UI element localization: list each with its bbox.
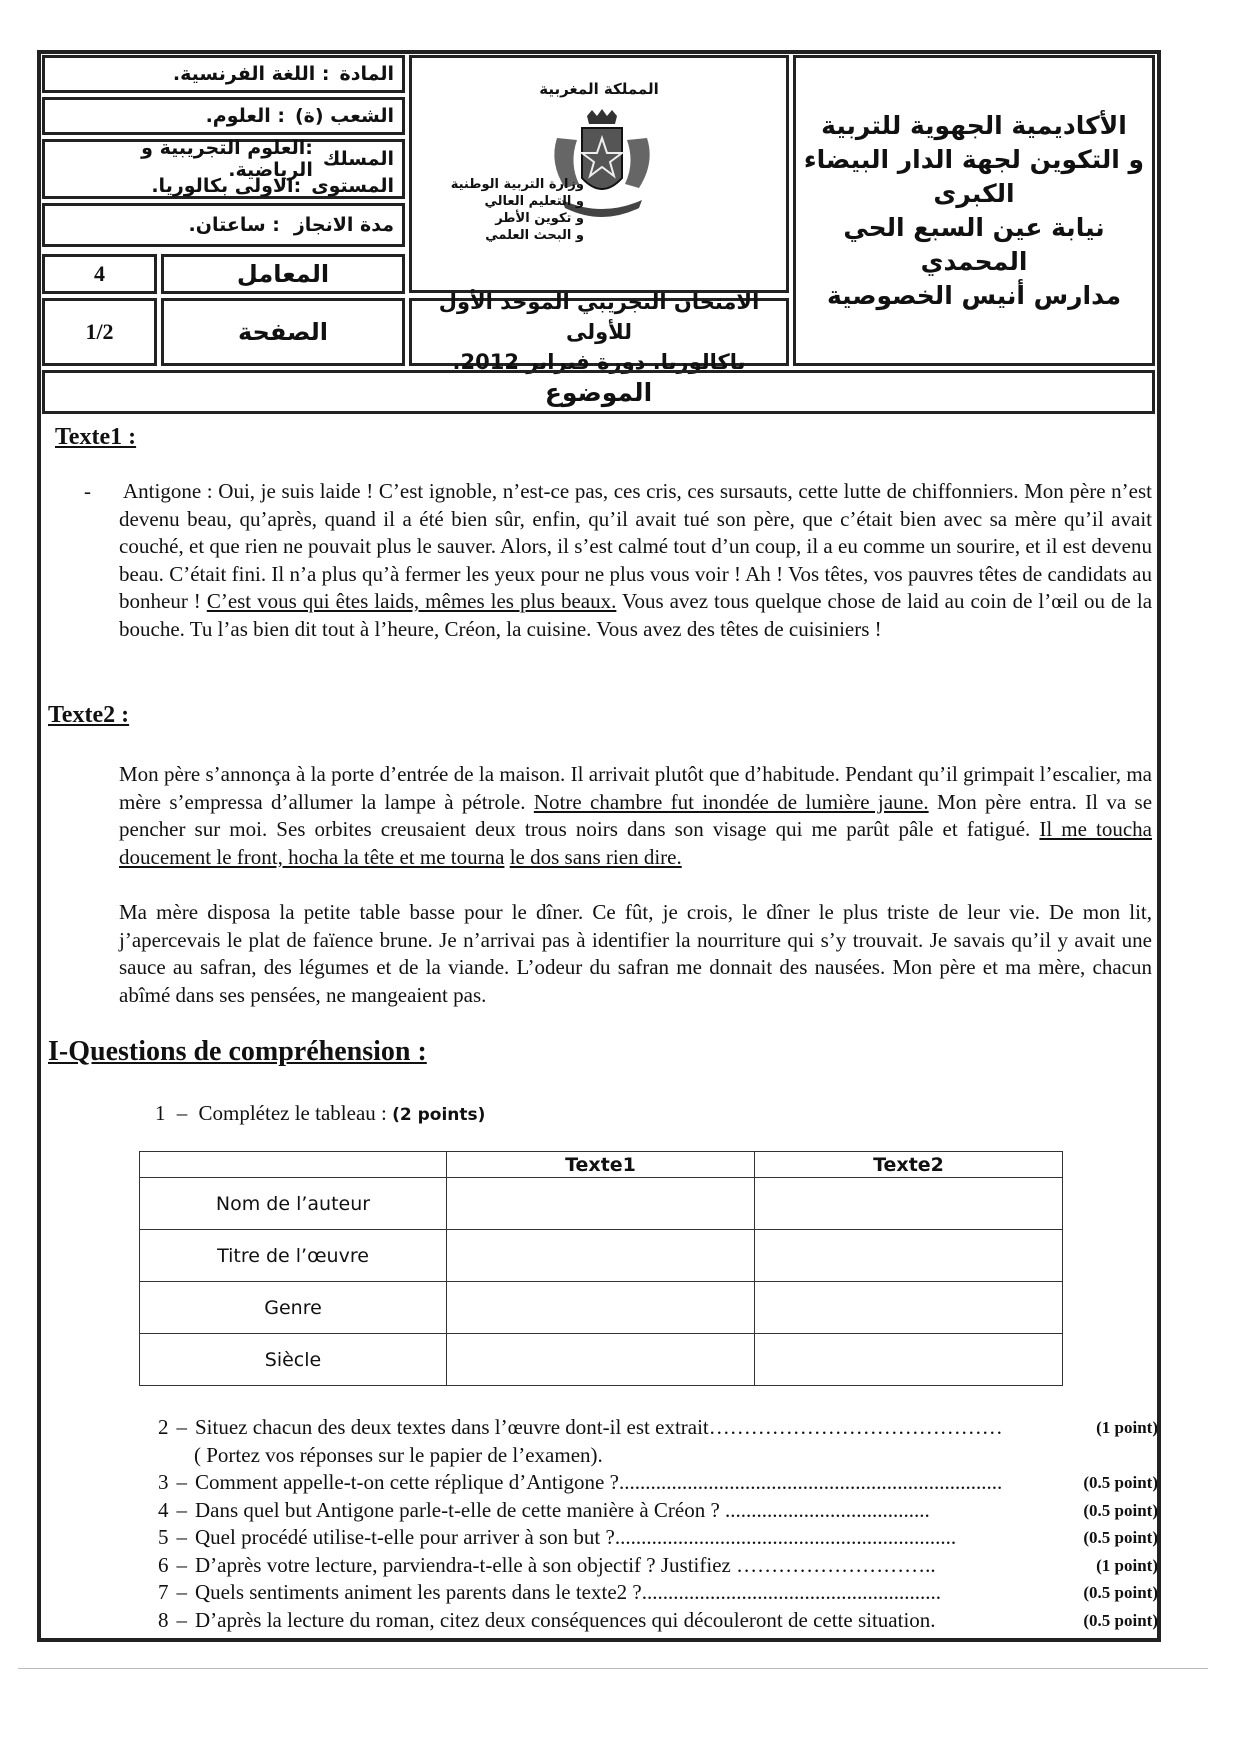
table-cell-texte1[interactable] bbox=[447, 1230, 755, 1282]
texte2-underlined: Notre chambre fut inondée de lumière jaune. bbox=[533, 789, 929, 814]
question-3: 3 – Comment appelle-t-on cette réplique d’Antigone ?......................................................................... (0.5 point) bbox=[158, 1469, 1158, 1497]
table-row bbox=[140, 1334, 1063, 1386]
ministry-line: وزارة التربية الوطنية bbox=[450, 177, 584, 192]
texte1-paragraph bbox=[119, 478, 1152, 643]
texte2-text: Mon père entra. Il va se pencher sur moi. Ses orbites creusaient deux trous noirs dans son visage qui me parût pâle et fatigué. bbox=[119, 789, 1153, 841]
table-cell-texte2[interactable] bbox=[755, 1178, 1063, 1230]
question-points: (0.5 point) bbox=[1083, 1528, 1158, 1547]
emblem-box bbox=[409, 55, 789, 293]
exam-title-line: باكالوريا. دورة فبراير 2012. bbox=[452, 350, 746, 374]
question-text: Complétez le tableau : bbox=[198, 1101, 387, 1125]
table-cell-texte2[interactable] bbox=[755, 1230, 1063, 1282]
table-header-row bbox=[140, 1152, 1063, 1178]
academy-box bbox=[793, 55, 1155, 366]
field-label: المادة bbox=[339, 63, 394, 85]
table-cell-texte2[interactable] bbox=[755, 1334, 1063, 1386]
academy-line: مدارس أنيس الخصوصية bbox=[826, 280, 1122, 310]
table-cell-texte2[interactable] bbox=[755, 1282, 1063, 1334]
ministry-line: و التعليم العالي bbox=[484, 194, 584, 209]
table-header-empty bbox=[140, 1152, 447, 1178]
field-track bbox=[45, 136, 402, 181]
table-cell-texte1[interactable] bbox=[447, 1178, 755, 1230]
question-points: (0.5 point) bbox=[1083, 1610, 1158, 1630]
question-number: 2 bbox=[158, 1415, 169, 1439]
ministry-line: و البحث العلمي bbox=[485, 228, 584, 243]
field-value: : العلوم. bbox=[205, 105, 285, 127]
kingdom-label: المملكة المغربية bbox=[539, 80, 659, 98]
question-number: 3 bbox=[158, 1470, 169, 1494]
question-text: Comment appelle-t-on cette réplique d’Antigone ?......................................................................... bbox=[195, 1470, 1003, 1494]
coef-value: 4 bbox=[42, 254, 157, 294]
question-2: 2 – Situez chacun des deux textes dans l’œuvre dont-il est extrait…………………………………… (1 point) bbox=[158, 1414, 1158, 1442]
field-value: :الاولى بكالوريا. bbox=[151, 175, 302, 197]
academy-line: الأكاديمية الجهوية للتربية bbox=[821, 110, 1127, 140]
texte1-underlined: C’est vous qui êtes laids, mêmes les plus beaux. bbox=[206, 589, 617, 613]
question-4: 4 – Dans quel but Antigone parle-t-elle de cette manière à Créon ? ....................................... (0.5 point) bbox=[158, 1497, 1158, 1525]
field-label: المسلك bbox=[322, 147, 394, 170]
field-subject bbox=[42, 55, 405, 93]
question-text: Quel procédé utilise-t-elle pour arriver à son but ?................................................................. bbox=[195, 1525, 957, 1549]
question-points: (0.5 point) bbox=[1083, 1500, 1158, 1520]
academy-line: نيابة عين السبع الحي المحمدي bbox=[843, 212, 1105, 276]
field-label: المستوى bbox=[311, 175, 394, 197]
question-number: 7 bbox=[158, 1580, 169, 1604]
coef-label: المعامل bbox=[161, 254, 405, 294]
texte2-paragraph-1 bbox=[119, 761, 1152, 871]
question-text: Situez chacun des deux textes dans l’œuvre dont-il est extrait…………………………………… bbox=[195, 1415, 1003, 1439]
answer-table bbox=[139, 1151, 1063, 1386]
table-cell-texte1[interactable] bbox=[447, 1334, 755, 1386]
question-text: Dans quel but Antigone parle-t-elle de cette manière à Créon ? ....................................... bbox=[195, 1497, 930, 1522]
question-points: (1 point) bbox=[1096, 1555, 1158, 1575]
question-8: 8 – D’après la lecture du roman, citez deux conséquences qui découleront de cette situation. (0.5 point) bbox=[158, 1607, 1158, 1635]
table-row bbox=[140, 1178, 1063, 1230]
texte2-title: Texte2 : bbox=[48, 702, 130, 728]
question-text: D’après votre lecture, parviendra-t-elle à son objectif ? Justifiez ……………………….. bbox=[195, 1552, 936, 1577]
texte1-text-end: Vous avez tous quelque chose de laid au coin de l’œil ou de la bouche. Tu l’as bien dit tout à l’heure, Créon, la cuisine. Vous avez des têtes de cuisiniers ! bbox=[119, 589, 1153, 641]
scan-line bbox=[18, 1668, 1208, 1669]
question-text: Quels sentiments animent les parents dans le texte2 ?......................................................... bbox=[195, 1580, 941, 1604]
table-row-label: Siècle bbox=[140, 1334, 447, 1386]
field-label: الشعب (ة) bbox=[294, 105, 394, 127]
field-branch bbox=[42, 97, 405, 135]
page-label: الصفحة bbox=[161, 298, 405, 366]
table-row-label: Genre bbox=[140, 1282, 447, 1334]
table-header-texte1: Texte1 bbox=[447, 1152, 755, 1178]
exam-title bbox=[409, 290, 789, 374]
question-number: 4 bbox=[158, 1497, 169, 1522]
question-6: 6 – D’après votre lecture, parviendra-t-elle à son objectif ? Justifiez ……………………….. (1 point) bbox=[158, 1552, 1158, 1580]
exam-title-line: الامتحان التجريبي الموحد الأول للأولى bbox=[438, 290, 760, 344]
question-text: D’après la lecture du roman, citez deux conséquences qui découleront de cette situation. bbox=[195, 1607, 936, 1632]
field-duration bbox=[42, 203, 405, 247]
texte1-text: Antigone : Oui, je suis laide ! C’est ignoble, n’est-ce pas, ces cris, ces sursauts, cette lutte de chiffonniers. Mon père n’est devenu beau, qu’après, quand il a été bien sûr, enfin, qu’il avait tué son père, que c’était bien avec sa mère qu’il avait couché, et que rien ne pouvait plus le sauver. Alors, il s’est calmé tout d’un coup, il a eu comme un sourire, et il est devenu beau. C’était fini. Il n’a plus qu’à fermer les yeux pour ne plus vous voir ! Ah ! Vos têtes, vos pauvres têtes de candidats au bonheur ! bbox=[119, 479, 1152, 613]
texte2-text: Mon père s’annonça à la porte d’entrée de la maison. Il arrivait plutôt que d’habitude. Pendant qu’il grimpait l’escalier, ma mère s’empressa d’allumer la lampe à pétrole. bbox=[119, 762, 1152, 814]
ministry-lines bbox=[434, 176, 584, 244]
question-1: 1 – Complétez le tableau : (2 points) bbox=[155, 1101, 486, 1125]
page-value: 1/2 bbox=[42, 298, 157, 366]
table-row-label: Titre de l’œuvre bbox=[140, 1230, 447, 1282]
subject-banner: الموضوع bbox=[42, 370, 1155, 414]
questions-title: I-Questions de compréhension : bbox=[48, 1036, 427, 1067]
question-points: (0.5 point) bbox=[1083, 1583, 1158, 1602]
field-value: :العلوم التجريبية و الرياضية. bbox=[141, 136, 313, 181]
field-value: : اللغة الفرنسية. bbox=[172, 63, 330, 85]
academy-line: و التكوين لجهة الدار البيضاء الكبرى bbox=[803, 144, 1145, 208]
table-cell-texte1[interactable] bbox=[447, 1282, 755, 1334]
ministry-line: و تكوين الأطر bbox=[495, 211, 584, 226]
texte1-dash: - bbox=[84, 479, 91, 503]
question-points: (2 points) bbox=[392, 1105, 486, 1125]
question-points: (0.5 point) bbox=[1083, 1473, 1158, 1492]
question-number: 6 bbox=[158, 1552, 169, 1577]
question-list bbox=[158, 1414, 1158, 1634]
field-value: : ساعتان. bbox=[188, 214, 280, 236]
question-number: 5 bbox=[158, 1525, 169, 1549]
question-points: (1 point) bbox=[1096, 1418, 1158, 1437]
texte2-paragraph-2: Ma mère disposa la petite table basse pour le dîner. Ce fût, je crois, le dîner le plus triste de leur vie. De mon lit, j’apercevais le plat de faïence brune. Je n’arrivai pas à identifier la nourriture qui s’y trouvait. Je savais qu’il y avait une sauce au safran, des légumes et de la viande. L’odeur du safran me donnait des nausées. Mon père et ma mère, chacun abîmé dans ses pensées, ne mangeaient pas. bbox=[119, 900, 1152, 1007]
table-row bbox=[140, 1282, 1063, 1334]
table-row-label: Nom de l’auteur bbox=[140, 1178, 447, 1230]
texte1-title: Texte1 : bbox=[55, 424, 137, 450]
texte2-underlined: le dos sans rien dire. bbox=[509, 844, 682, 869]
table-header-texte2: Texte2 bbox=[755, 1152, 1063, 1178]
field-track-level bbox=[42, 136, 405, 199]
question-5: 5 – Quel procédé utilise-t-elle pour arriver à son but ?................................................................. (0.5 point) bbox=[158, 1524, 1158, 1552]
texte2-underlined: Il me toucha doucement le front, hocha la tête et me tourna bbox=[119, 817, 1153, 869]
question-number: 8 bbox=[158, 1607, 169, 1632]
question-7: 7 – Quels sentiments animent les parents dans le texte2 ?......................................................... (0.5 point) bbox=[158, 1579, 1158, 1607]
table-row bbox=[140, 1230, 1063, 1282]
question-number: 1 bbox=[155, 1101, 166, 1125]
question-2-note: ( Portez vos réponses sur le papier de l’examen). bbox=[194, 1442, 603, 1467]
field-label: مدة الانجاز bbox=[293, 214, 394, 236]
